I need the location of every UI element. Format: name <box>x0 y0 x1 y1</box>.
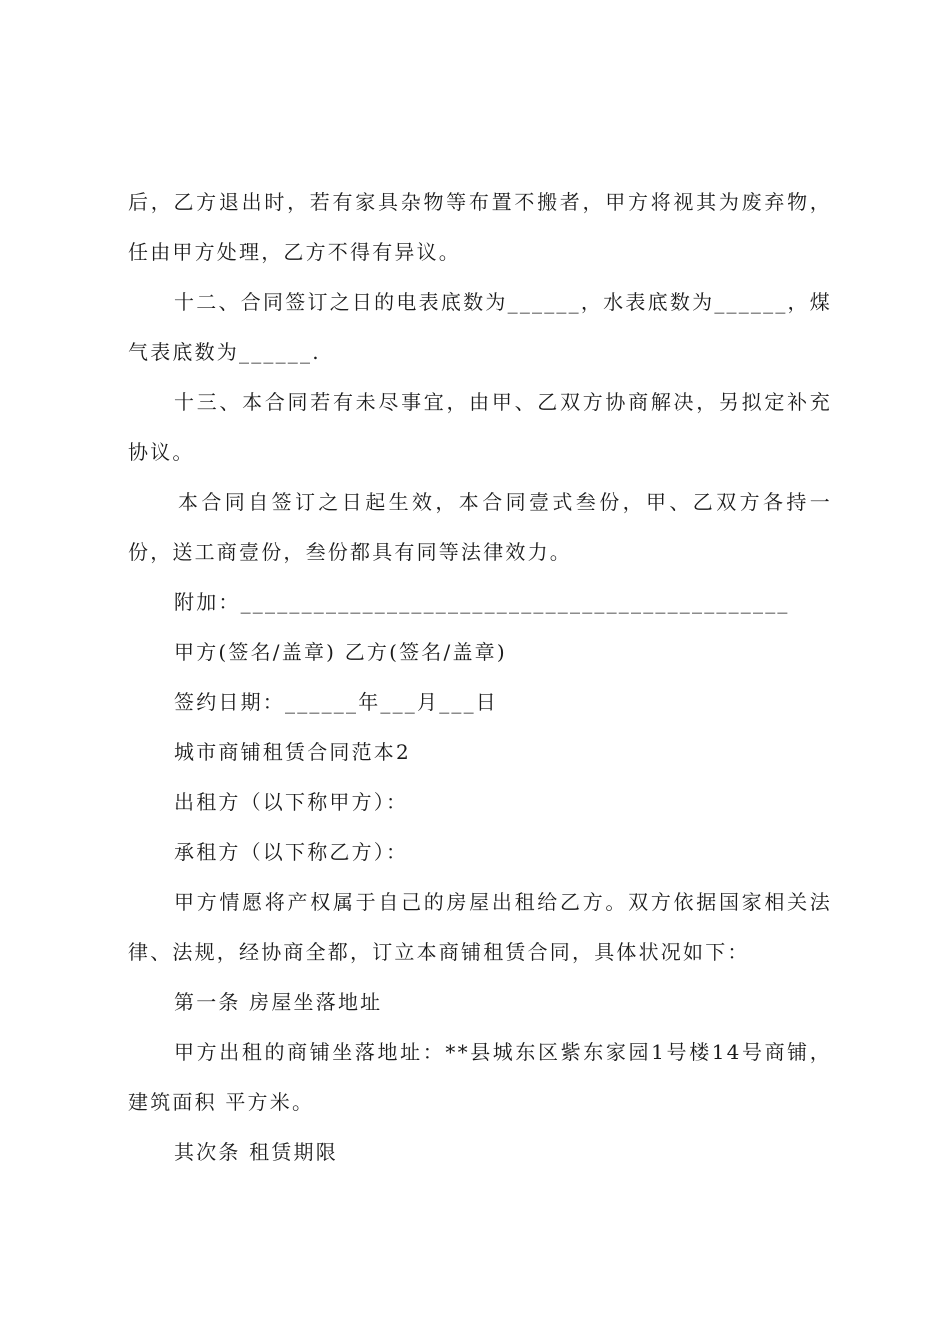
paragraph-preamble: 甲方情愿将产权属于自己的房屋出租给乙方。双方依据国家相关法律、法规，经协商全都，订立本商铺租赁合同，具体状况如下： <box>128 890 832 964</box>
document-body <box>128 177 832 1177</box>
paragraph-meter-readings: 十二、合同签订之日的电表底数为______，水表底数为______，煤气表底数为______. <box>128 290 832 364</box>
paragraph-furniture-disposal: 后，乙方退出时，若有家具杂物等布置不搬者，甲方将视其为废弃物，任由甲方处理，乙方不得有异议。 <box>128 190 832 264</box>
contract-title: 城市商铺租赁合同范本2 <box>174 740 411 764</box>
attachment-line: 附加：_____________________________________________ <box>174 590 790 614</box>
paragraph-shop-address: 甲方出租的商铺坐落地址：**县城东区紫东家园1号楼14号商铺，建筑面积 平方米。 <box>128 1040 832 1114</box>
lessor-line: 出租方（以下称甲方）： <box>174 790 409 814</box>
signature-line: 甲方(签名/盖章) 乙方(签名/盖章) <box>174 640 507 664</box>
article-1-heading: 第一条 房屋坐落地址 <box>174 990 383 1014</box>
signing-date-line: 签约日期：______年___月___日 <box>174 690 498 714</box>
paragraph-effective-copies: 本合同自签订之日起生效，本合同壹式叁份，甲、乙双方各持一份，送工商壹份，叁份都具有同等法律效力。 <box>128 490 832 564</box>
article-2-heading: 其次条 租赁期限 <box>174 1140 338 1164</box>
lessee-line: 承租方（以下称乙方）： <box>174 840 409 864</box>
paragraph-supplementary-agreement: 十三、本合同若有未尽事宜，由甲、乙双方协商解决，另拟定补充协议。 <box>128 390 832 464</box>
